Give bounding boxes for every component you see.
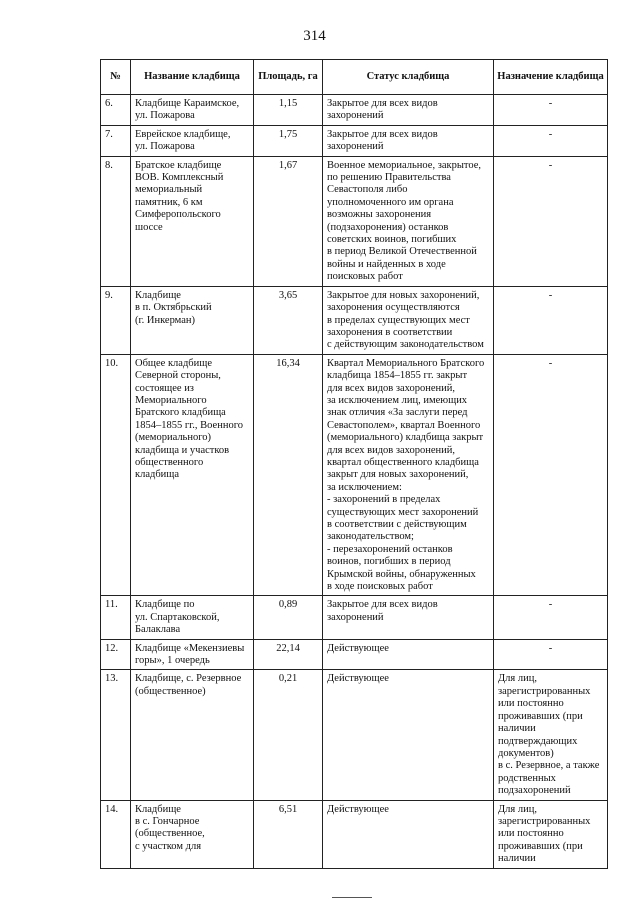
cell-purpose: -: [494, 354, 608, 596]
table-row: [101, 596, 608, 639]
cell-status: Закрытое для всех видов захоронений: [323, 125, 494, 156]
table-row: [101, 156, 608, 286]
cell-status: Действующее: [323, 670, 494, 800]
header-num: №: [101, 60, 131, 95]
cell-name: Кладбище Караимское, ул. Пожарова: [131, 95, 254, 126]
cell-status: Военное мемориальное, закрытое, по решению Правительства Севастополя либо уполномоченного им органа возможны захоронения (подзахоронения) останков советских воинов, погибших в период Великой Отечественной войны и найденных в ходе поисковых работ: [323, 156, 494, 286]
cell-num: 11.: [101, 596, 131, 639]
cell-area: 1,75: [254, 125, 323, 156]
table-row: [101, 125, 608, 156]
cell-num: 6.: [101, 95, 131, 126]
cell-area: 16,34: [254, 354, 323, 596]
cell-num: 7.: [101, 125, 131, 156]
cell-status: Закрытое для всех видов захоронений: [323, 596, 494, 639]
cell-status: Закрытое для всех видов захоронений: [323, 95, 494, 126]
cell-name: Кладбище, с. Резервное (общественное): [131, 670, 254, 800]
cell-purpose: Для лиц, зарегистрированных или постоянно проживавших (при наличии: [494, 800, 608, 868]
cell-num: 8.: [101, 156, 131, 286]
cell-num: 14.: [101, 800, 131, 868]
cell-status: Действующее: [323, 800, 494, 868]
cell-status: Действующее: [323, 639, 494, 670]
table-row: [101, 639, 608, 670]
table-header-row: [101, 60, 608, 95]
cell-status: Закрытое для новых захоронений, захоронения осуществляются в пределах существующих мест захоронения в соответствии с действующим законодательством: [323, 286, 494, 354]
table-row: [101, 670, 608, 800]
table-row: [101, 95, 608, 126]
cell-name: Кладбище в п. Октябрьский (г. Инкерман): [131, 286, 254, 354]
cell-purpose: -: [494, 95, 608, 126]
footer-rule: [332, 897, 372, 898]
cemetery-table: [100, 59, 608, 869]
cell-name: Еврейское кладбище, ул. Пожарова: [131, 125, 254, 156]
cell-name: Кладбище в с. Гончарное (общественное, с участком для: [131, 800, 254, 868]
header-purpose: Назначение кладбища: [494, 60, 608, 95]
cell-area: 1,15: [254, 95, 323, 126]
header-name: Название кладбища: [131, 60, 254, 95]
cell-purpose: Для лиц, зарегистрированных или постоянно проживавших (при наличии подтверждающих документов) в с. Резервное, а также родственных подзахоронений: [494, 670, 608, 800]
cell-purpose: -: [494, 596, 608, 639]
header-area: Площадь, га: [254, 60, 323, 95]
cell-purpose: -: [494, 639, 608, 670]
cell-num: 13.: [101, 670, 131, 800]
table-row: [101, 354, 608, 596]
cell-purpose: -: [494, 286, 608, 354]
cell-area: 0,21: [254, 670, 323, 800]
cell-area: 22,14: [254, 639, 323, 670]
cell-area: 1,67: [254, 156, 323, 286]
cell-name: Кладбище по ул. Спартаковской, Балаклава: [131, 596, 254, 639]
cell-num: 9.: [101, 286, 131, 354]
page-number: 314: [303, 28, 326, 44]
table-row: [101, 286, 608, 354]
header-status: Статус кладбища: [323, 60, 494, 95]
cell-purpose: -: [494, 156, 608, 286]
cell-area: 3,65: [254, 286, 323, 354]
cell-name: Общее кладбище Северной стороны, состоящее из Мемориального Братского кладбища 1854–1855 гг., Военного (мемориального) кладбища и участков общественного кладбища: [131, 354, 254, 596]
cell-num: 12.: [101, 639, 131, 670]
cell-num: 10.: [101, 354, 131, 596]
cell-purpose: -: [494, 125, 608, 156]
cell-area: 0,89: [254, 596, 323, 639]
table-row: [101, 800, 608, 868]
cell-name: Кладбище «Мекензиевы горы», 1 очередь: [131, 639, 254, 670]
cell-area: 6,51: [254, 800, 323, 868]
cell-status: Квартал Мемориального Братского кладбища 1854–1855 гг. закрыт для всех видов захоронений, за исключением лиц, имеющих знак отличия «За заслуги перед Севастополем», квартал Военного (мемориального) кладбища закрыт для всех видов захоронений, квартал общественного кладбища закрыт для новых захоронений, за исключением: - захоронений в пределах существующих мест захоронений в соответствии с действующим законодательством; - перезахоронений останков воинов, погибших в период Крымской войны, обнаруженных в ходе поисковых работ: [323, 354, 494, 596]
cell-name: Братское кладбище ВОВ. Комплексный мемориальный памятник, 6 км Симферопольского шоссе: [131, 156, 254, 286]
